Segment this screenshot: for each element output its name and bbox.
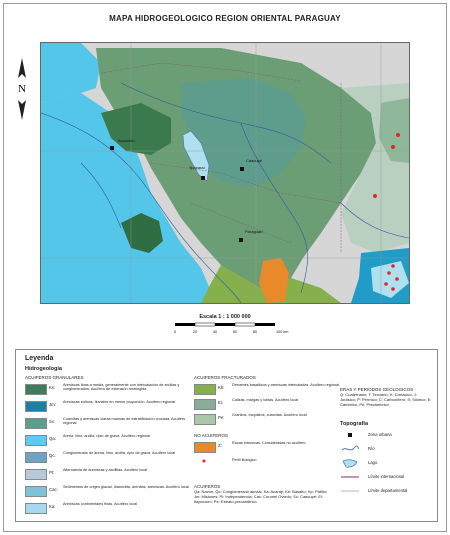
legend-item-ka [25,502,190,514]
legend-code: Qa: [49,436,56,441]
profile-point[interactable] [395,277,399,281]
topo-label: Límite internacional [368,474,405,479]
north-arrow-upper [18,58,26,78]
legend-description: Cuarcitas y areniscas claras marinas de estratificación cruzada. Acuífero regional [63,417,186,426]
legend-code: Ks: [49,385,56,390]
topo-label: Zona urbana [368,432,392,437]
topo-label: Río [368,446,375,451]
legend-item-cac [25,485,190,497]
legend-subtitle: Hidrogeología [25,366,62,372]
legend-item-profile [194,456,314,468]
lake-symbol-icon [340,458,360,468]
profile-point[interactable] [373,194,377,198]
scale-bar [173,321,295,339]
legend-code: Ka: [49,504,56,509]
topo-item-lake [340,458,432,468]
profile-point[interactable] [391,287,395,291]
dept-symbol-icon [340,486,360,496]
scale-tick: 40 [212,330,218,334]
city-label-asuncion: Asunción [118,138,135,143]
scale-tick: 80 [252,330,258,334]
city-label-caacupe: Caacupé [246,158,263,163]
hydrogeologic-map[interactable] [40,42,410,304]
legend-description: Conglomerado de arena, limo, arcilla, ripio de grava. Acuífero local [63,451,176,455]
scale-tick: 0 [173,330,177,334]
scale-tick: 100 km [276,330,289,334]
city-marker-ypacarai[interactable] [201,176,205,180]
profile-point-icon [194,456,214,466]
legend-description: Areniscas eólicas, fluviales en menor proporción. Acuífero regional [63,400,176,404]
legend-swatch [194,384,216,395]
legend-swatch [25,469,47,480]
topo-item-dept [340,486,432,496]
profile-point[interactable] [391,264,395,268]
legend-description: Sedimentos de origen glacial, diamictita, arenitas, areniscas. Acuífero local [63,485,189,489]
legend-item-pt [25,468,190,480]
fractured-header: ACUIFEROS FRACTURADOS [194,375,256,380]
legend-swatch [25,384,47,395]
acuiferos-header: ACUIFEROS [194,484,221,489]
legend-description: Calizas, margas y lutitas. Acuífero local [232,398,299,402]
legend-item-kb [194,383,359,395]
legend-item-pe [194,413,359,425]
legend-item-ks [25,383,190,395]
profile-label: Perfil litológico [232,458,257,462]
legend-item-z [194,441,359,453]
legend-swatch [194,399,216,410]
legend-description: Granitos, esquistos, cuarcitas. Acuífero local [232,413,307,417]
legend-description: Alternancia de areniscas y arcillitas. Acuífero local [63,468,148,472]
acuiferos-text: Qa: Navón; Qc: Conglomerado aluvial; Ka: Acaray; Kb: Basalto; Kp: Patiño; Jm: Misiones; Pi: Independencia; Cac: Coronel Oviedo; Sc: Caacupé; Ei: Itapucumí; Pe: Estrato precámbrico [194,489,328,504]
city-marker-asuncion[interactable] [110,146,114,150]
profile-point[interactable] [391,145,395,149]
legend-description: Arena, limo, arcilla, ripio de grava. Acuífero regional [63,434,150,438]
river-symbol-icon [340,444,360,454]
topo-item-square [340,430,432,440]
intl-symbol-icon [340,472,360,482]
topo-header: Topografía [340,421,369,427]
legend-title: Leyenda [25,355,54,362]
north-arrow-lower [18,100,26,120]
city-label-paraguari: Paraguarí [245,229,263,234]
legend-item-qa [25,434,190,446]
square-symbol-icon [340,430,360,440]
legend-description: Areniscas continentales finas. Acuífero local [63,502,138,506]
scale-tick: 20 [192,330,198,334]
legend-panel [15,349,438,522]
legend-code: Pe: [218,415,225,420]
map-title: MAPA HIDROGEOLOGICO REGION ORIENTAL PARAGUAY [109,14,341,23]
profile-point[interactable] [396,133,400,137]
legend-code: Cac: [49,487,58,492]
eras-header: ERAS Y PERIODOS GEOLOGICOS [340,387,414,392]
legend-code: Kb: [218,385,225,390]
profile-point[interactable] [384,282,388,286]
north-arrow [10,56,34,122]
topo-label: Lago [368,460,378,465]
topo-label: Límite departamental [368,488,408,493]
legend-swatch [25,452,47,463]
city-marker-caacupe[interactable] [240,167,244,171]
legend-code: Jm: [49,402,56,407]
legend-code: Qc: [49,453,56,458]
no-aquifer-header: NO ACUIFEROS [194,433,229,438]
legend-swatch [25,503,47,514]
north-letter: N [18,83,26,95]
legend-swatch [25,401,47,412]
legend-swatch [25,486,47,497]
legend-code: Pt: [49,470,55,475]
legend-item-sc [25,417,190,429]
legend-swatch [194,414,216,425]
city-marker-paraguari[interactable] [239,238,243,242]
legend-description: Derrames basálticos y areniscas intercaladas. Acuífero regional [232,383,339,387]
legend-code: Ei: [218,400,224,405]
legend-code: Z: [218,443,222,448]
profile-point[interactable] [387,271,391,275]
legend-swatch [25,418,47,429]
scale-tick: 60 [232,330,238,334]
legend-item-ei [194,398,359,410]
topo-item-intl [340,472,432,482]
city-label-ypacarai: Ypacaraí [189,165,205,170]
legend-swatch [25,435,47,446]
granular-header: ACUIFEROS GRANULARES [25,375,84,380]
legend-description: Rocas intrusivas. Consideradas no acuífero [232,441,306,445]
eras-text: Q: Cuaternario; T: Terciario; K: Cretácico; J: Jurásico; P: Pérmico; C: Carbonífero; S: Silúrico; E: Cámbrico; Pe: Precámbrico [340,392,432,407]
legend-item-qc [25,451,190,463]
legend-code: Sc: [49,419,56,424]
legend-swatch [194,442,216,453]
legend-item-jm [25,400,190,412]
scale-label: Escala 1 : 1 000 000 [199,314,251,320]
topo-item-river [340,444,432,454]
legend-description: Areniscas finas a media, generalmente con intercalación de arcillas y conglomerados. Acuífero de extensión restringida [63,383,180,392]
